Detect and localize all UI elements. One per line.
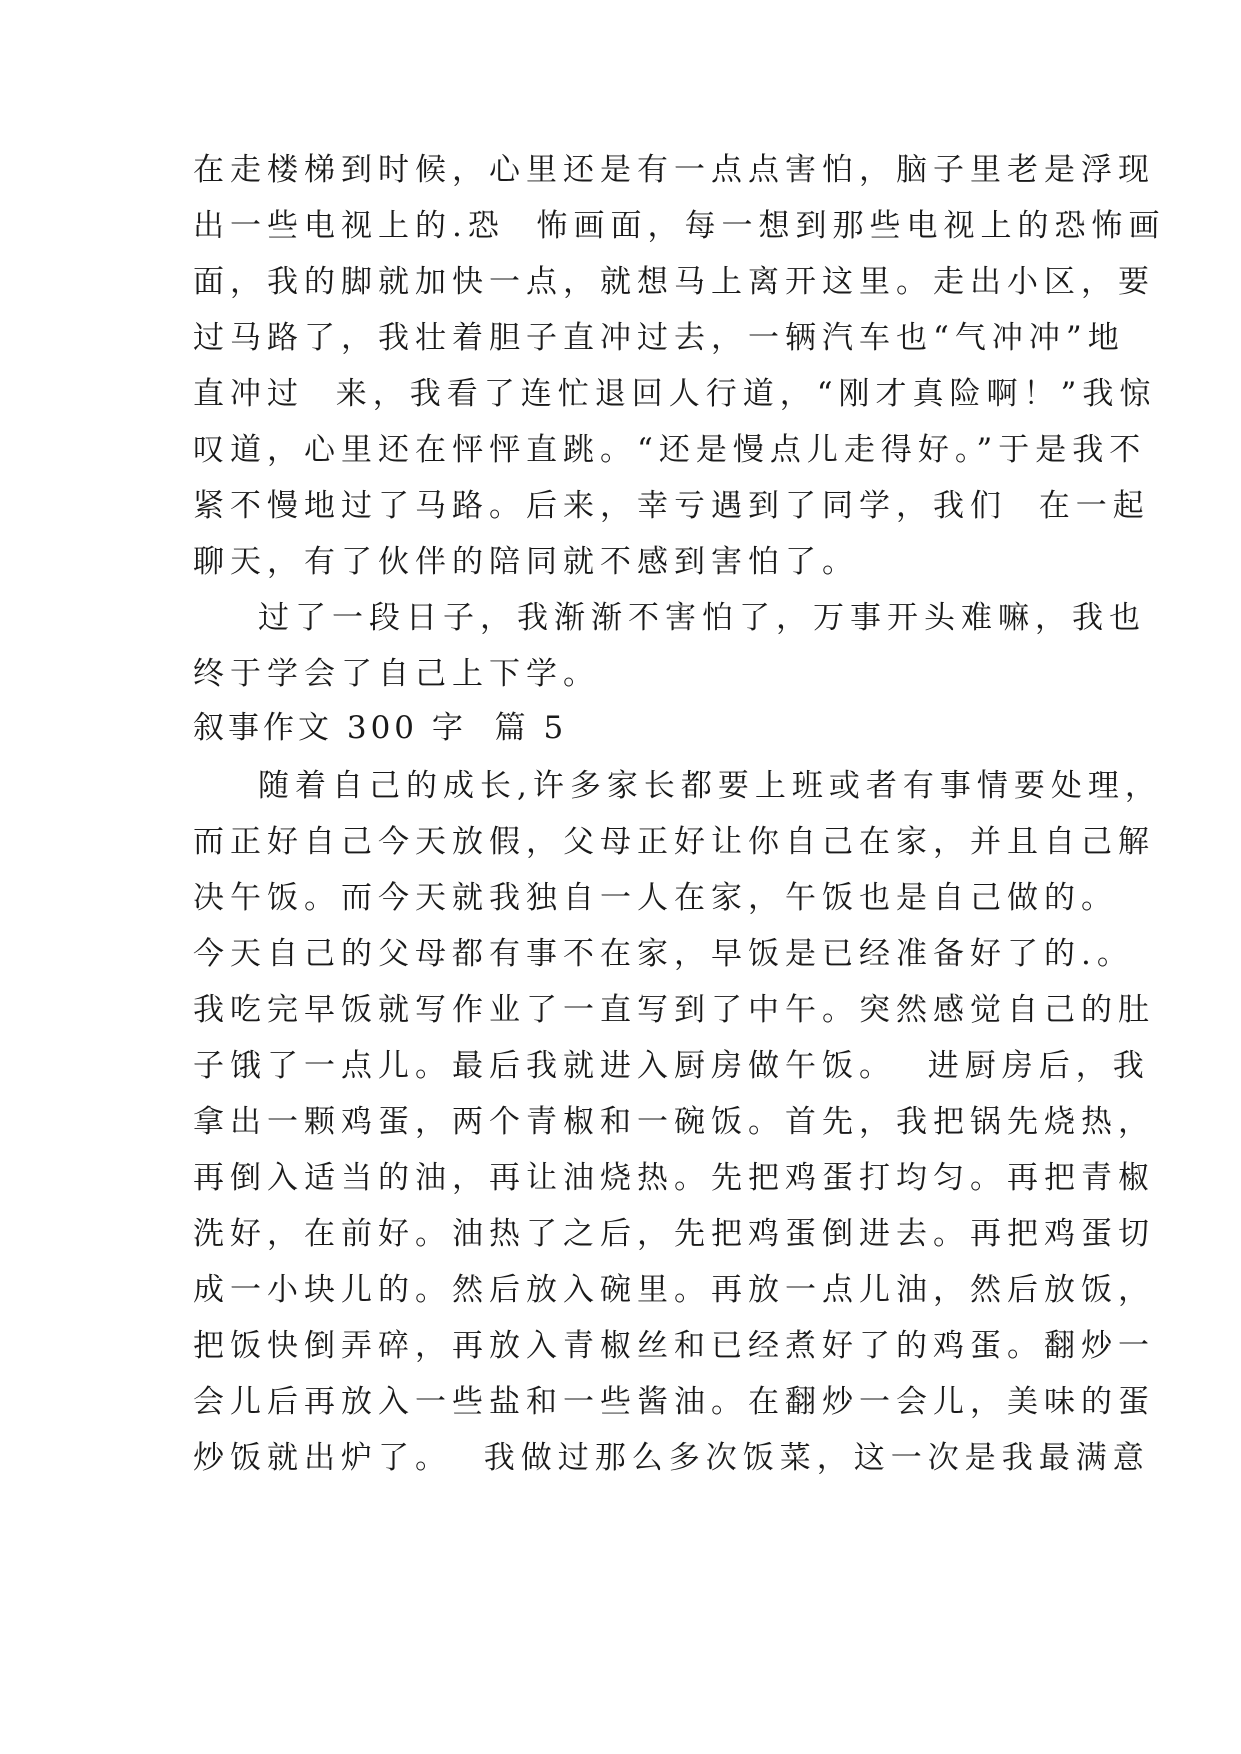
text-line: 而正好自己今天放假，父母正好让你自己在家，并且自己解 <box>193 824 1155 860</box>
text-line: 会儿后再放入一些盐和一些酱油。在翻炒一会儿，美味的蛋 <box>193 1384 1155 1420</box>
text-line: 过马路了，我壮着胆子直冲过去，一辆汽车也“气冲冲”地 <box>193 320 1125 356</box>
text-line: 过了一段日子，我渐渐不害怕了，万事开头难嘛，我也 <box>258 600 1146 636</box>
text-line: 聊天，有了伙伴的陪同就不感到害怕了。 <box>193 544 859 580</box>
text-line: 决午饭。而今天就我独自一人在家，午饭也是自己做的。 <box>193 880 1118 916</box>
text-line: 紧不慢地过了马路。后来，幸亏遇到了同学，我们 在一起 <box>193 488 1150 524</box>
section-heading: 叙事作文 300 字 篇 5 <box>193 710 568 746</box>
text-line: 我吃完早饭就写作业了一直写到了中午。突然感觉自己的肚 <box>193 992 1155 1028</box>
text-line: 直冲过 来，我看了连忙退回人行道，“刚才真险啊！”我惊 <box>193 376 1157 412</box>
text-line: 拿出一颗鸡蛋，两个青椒和一碗饭。首先，我把锅先烧热， <box>193 1104 1155 1140</box>
text-line: 把饭快倒弄碎，再放入青椒丝和已经煮好了的鸡蛋。翻炒一 <box>193 1328 1155 1364</box>
text-line: 成一小块儿的。然后放入碗里。再放一点儿油，然后放饭， <box>193 1272 1155 1308</box>
text-line: 随着自己的成长,许多家长都要上班或者有事情要处理， <box>258 768 1162 804</box>
text-line: 出一些电视上的.恐 怖画面，每一想到那些电视上的恐怖画 <box>193 208 1166 244</box>
text-line: 在走楼梯到时候，心里还是有一点点害怕，脑子里老是浮现 <box>193 152 1155 188</box>
text-line: 再倒入适当的油，再让油烧热。先把鸡蛋打均匀。再把青椒 <box>193 1160 1155 1196</box>
text-line: 子饿了一点儿。最后我就进入厨房做午饭。 进厨房后，我 <box>193 1048 1150 1084</box>
text-line: 叹道，心里还在怦怦直跳。“还是慢点儿走得好。”于是我不 <box>193 432 1147 468</box>
text-line: 今天自己的父母都有事不在家，早饭是已经准备好了的.。 <box>193 936 1134 972</box>
text-line: 终于学会了自己上下学。 <box>193 656 600 692</box>
text-line: 面，我的脚就加快一点，就想马上离开这里。走出小区，要 <box>193 264 1155 300</box>
text-line: 洗好，在前好。油热了之后，先把鸡蛋倒进去。再把鸡蛋切 <box>193 1216 1155 1252</box>
text-line: 炒饭就出炉了。 我做过那么多次饭菜，这一次是我最满意 <box>193 1440 1150 1476</box>
